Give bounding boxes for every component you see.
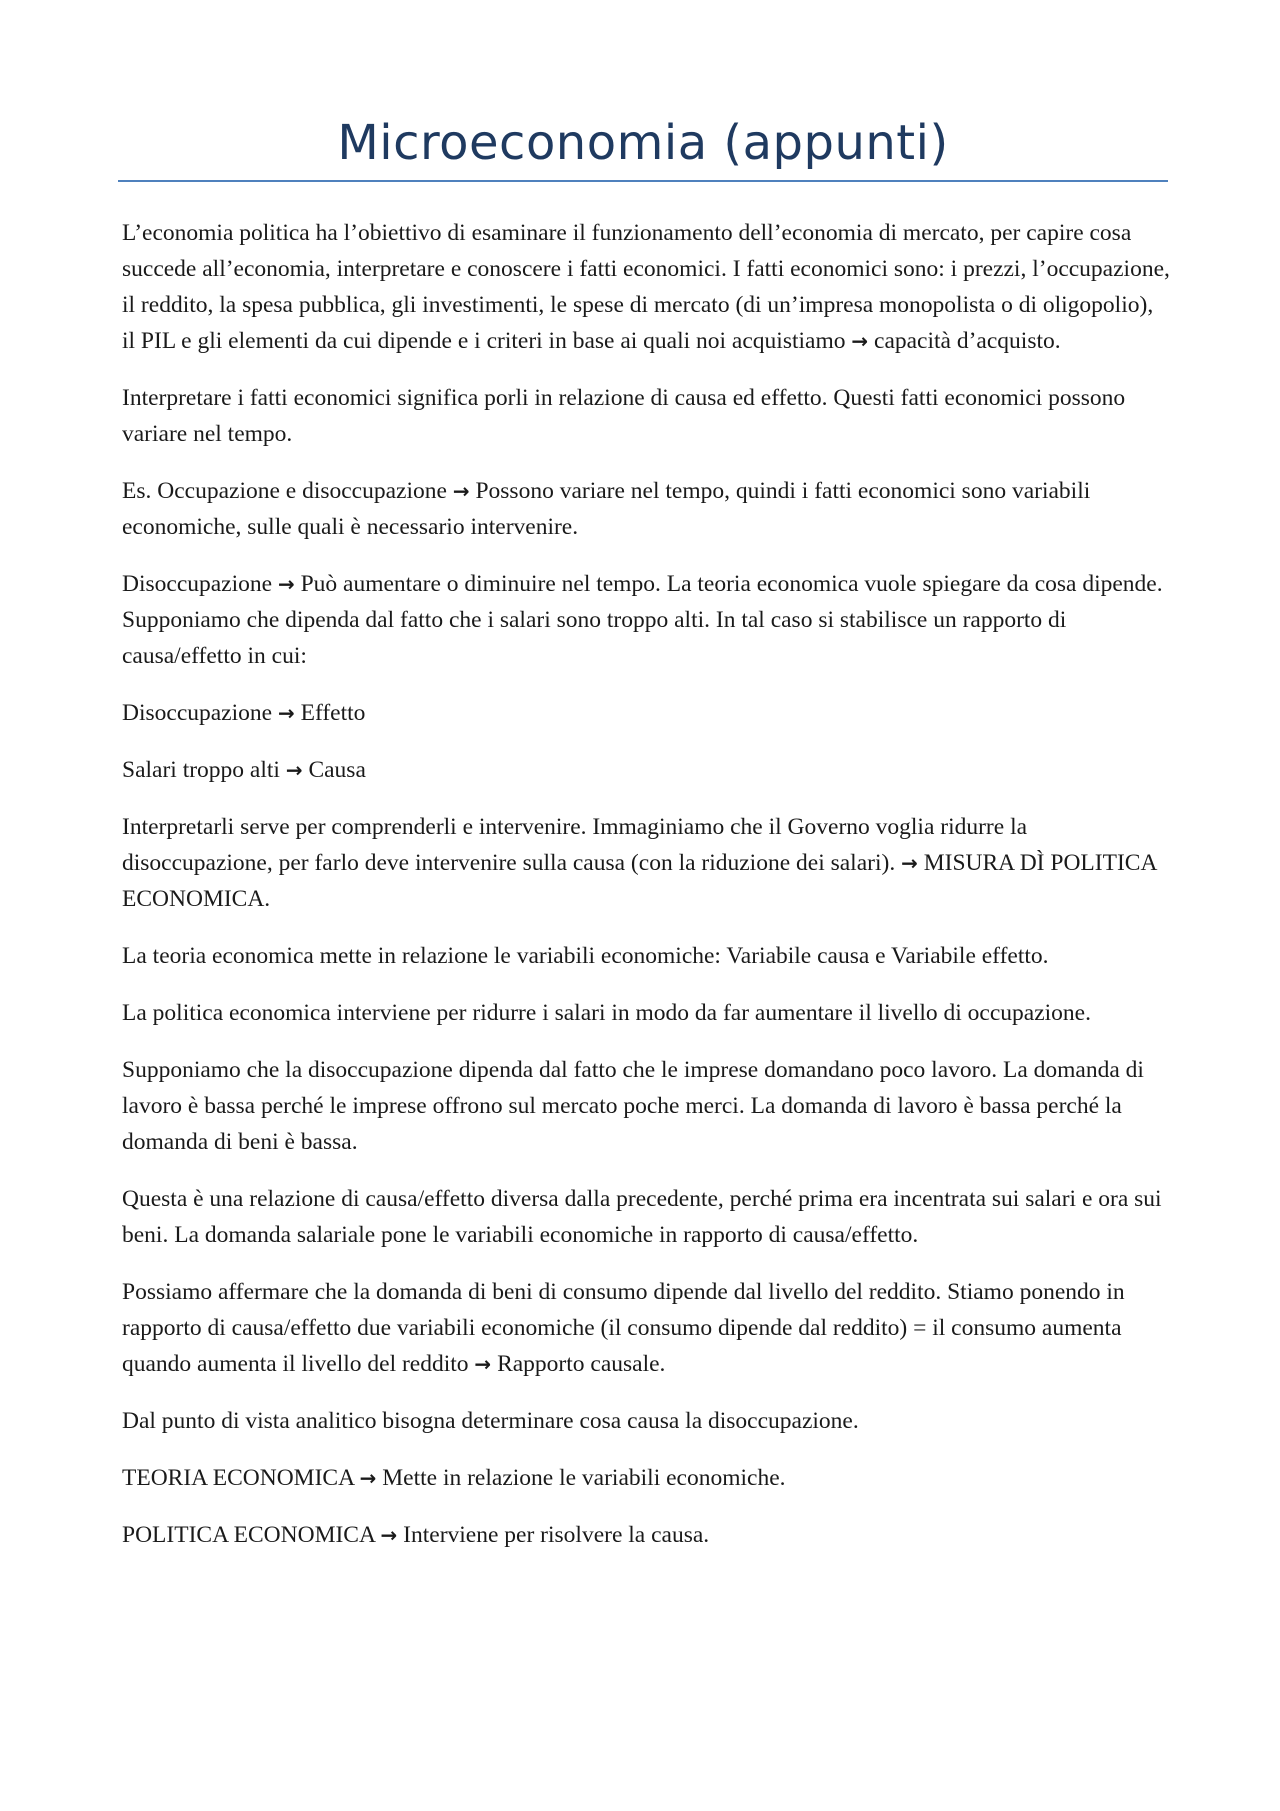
paragraph-text: Disoccupazione xyxy=(122,571,278,597)
paragraph xyxy=(122,1517,1172,1553)
paragraph xyxy=(122,380,1172,452)
right-arrow-icon: → xyxy=(851,329,869,353)
paragraph-text: La teoria economica mette in relazione le variabili economiche: Variabile causa e Variabile effetto. xyxy=(122,943,1049,969)
paragraph xyxy=(122,1181,1172,1253)
paragraph-text: Interpretare i fatti economici significa porli in relazione di causa ed effetto. Questi fatti economici possono variare nel tempo. xyxy=(122,385,1126,447)
right-arrow-icon: → xyxy=(285,758,303,782)
paragraph-text: MISURA DÌ POLITICA ECONOMICA. xyxy=(122,850,1157,912)
right-arrow-icon: → xyxy=(452,479,470,503)
paragraph xyxy=(122,566,1172,674)
paragraph-text: Dal punto di vista analitico bisogna determinare cosa causa la disoccupazione. xyxy=(122,1408,859,1434)
right-arrow-icon: → xyxy=(474,1352,492,1376)
paragraph xyxy=(122,938,1172,974)
paragraph-text: capacità d’acquisto. xyxy=(874,328,1061,354)
paragraph-text: Disoccupazione xyxy=(122,700,278,726)
right-arrow-icon: → xyxy=(359,1466,377,1490)
paragraph-intro xyxy=(122,215,1172,359)
paragraph xyxy=(122,995,1172,1031)
paragraph-text: Può aumentare o diminuire nel tempo. La teoria economica vuole spiegare da cosa dipende. Supponiamo che dipenda dal fatto che i salari sono troppo alti. In tal caso si stabilisce un rapporto di causa/effetto in cui: xyxy=(122,571,1163,669)
paragraph-text: Salari troppo alti xyxy=(122,757,286,783)
paragraph xyxy=(122,1460,1172,1496)
right-arrow-icon: → xyxy=(277,701,295,725)
paragraph-text: TEORIA ECONOMICA xyxy=(122,1465,360,1491)
paragraph xyxy=(122,1052,1172,1160)
paragraph xyxy=(122,473,1172,545)
paragraph-text: Causa xyxy=(308,757,366,783)
paragraph-text: Interviene per risolvere la causa. xyxy=(403,1522,710,1548)
paragraph-text: Interpretarli serve per comprenderli e intervenire. Immaginiamo che il Governo voglia ridurre la disoccupazione, per farlo deve intervenire sulla causa (con la riduzione dei salari). xyxy=(122,814,1028,876)
right-arrow-icon: → xyxy=(380,1523,398,1547)
paragraph-text: Possono variare nel tempo, quindi i fatti economici sono variabili economiche, sulle quali è necessario intervenire. xyxy=(122,478,1091,540)
document-body xyxy=(122,215,1172,1574)
paragraph xyxy=(122,809,1172,917)
paragraph-text: Supponiamo che la disoccupazione dipenda dal fatto che le imprese domandano poco lavoro. La domanda di lavoro è bassa perché le imprese offrono sul mercato poche merci. La domanda di lavoro è bassa perché la domanda di beni è bassa. xyxy=(122,1057,1144,1155)
paragraph-text: Mette in relazione le variabili economiche. xyxy=(382,1465,786,1491)
paragraph-text: Effetto xyxy=(300,700,366,726)
paragraph-text: Possiamo affermare che la domanda di beni di consumo dipende dal livello del reddito. Stiamo ponendo in rapporto di causa/effetto due variabili economiche (il consumo dipende dal reddito) = il consumo aumenta quando aumenta il livello del reddito xyxy=(122,1279,1125,1377)
right-arrow-icon: → xyxy=(277,572,295,596)
title-underline xyxy=(118,180,1168,182)
paragraph xyxy=(122,1403,1172,1439)
paragraph-text: POLITICA ECONOMICA xyxy=(122,1522,381,1548)
paragraph-text: Es. Occupazione e disoccupazione xyxy=(122,478,453,504)
paragraph-text: Rapporto causale. xyxy=(497,1351,666,1377)
paragraph xyxy=(122,695,1172,731)
document-title: Microeconomia (appunti) xyxy=(337,115,949,171)
paragraph-text: La politica economica interviene per ridurre i salari in modo da far aumentare il livello di occupazione. xyxy=(122,1000,1091,1026)
paragraph xyxy=(122,752,1172,788)
right-arrow-icon: → xyxy=(901,851,918,875)
paragraph-text: L’economia politica ha l’obiettivo di esaminare il funzionamento dell’economia di mercato, per capire cosa succede all’economia, interpretare e conoscere i fatti economici. I fatti economici sono: i prezzi, l’occupazione, il reddito, la spesa pubblica, gli investimenti, le spese di mercato (di un’impresa monopolista o di oligopolio), il PIL e gli elementi da cui dipende e i criteri in base ai quali noi acquistiamo xyxy=(122,220,1170,354)
paragraph xyxy=(122,1274,1172,1382)
paragraph-text: Questa è una relazione di causa/effetto diversa dalla precedente, perché prima era incentrata sui salari e ora sui beni. La domanda salariale pone le variabili economiche in rapporto di causa/effetto. xyxy=(122,1186,1162,1248)
